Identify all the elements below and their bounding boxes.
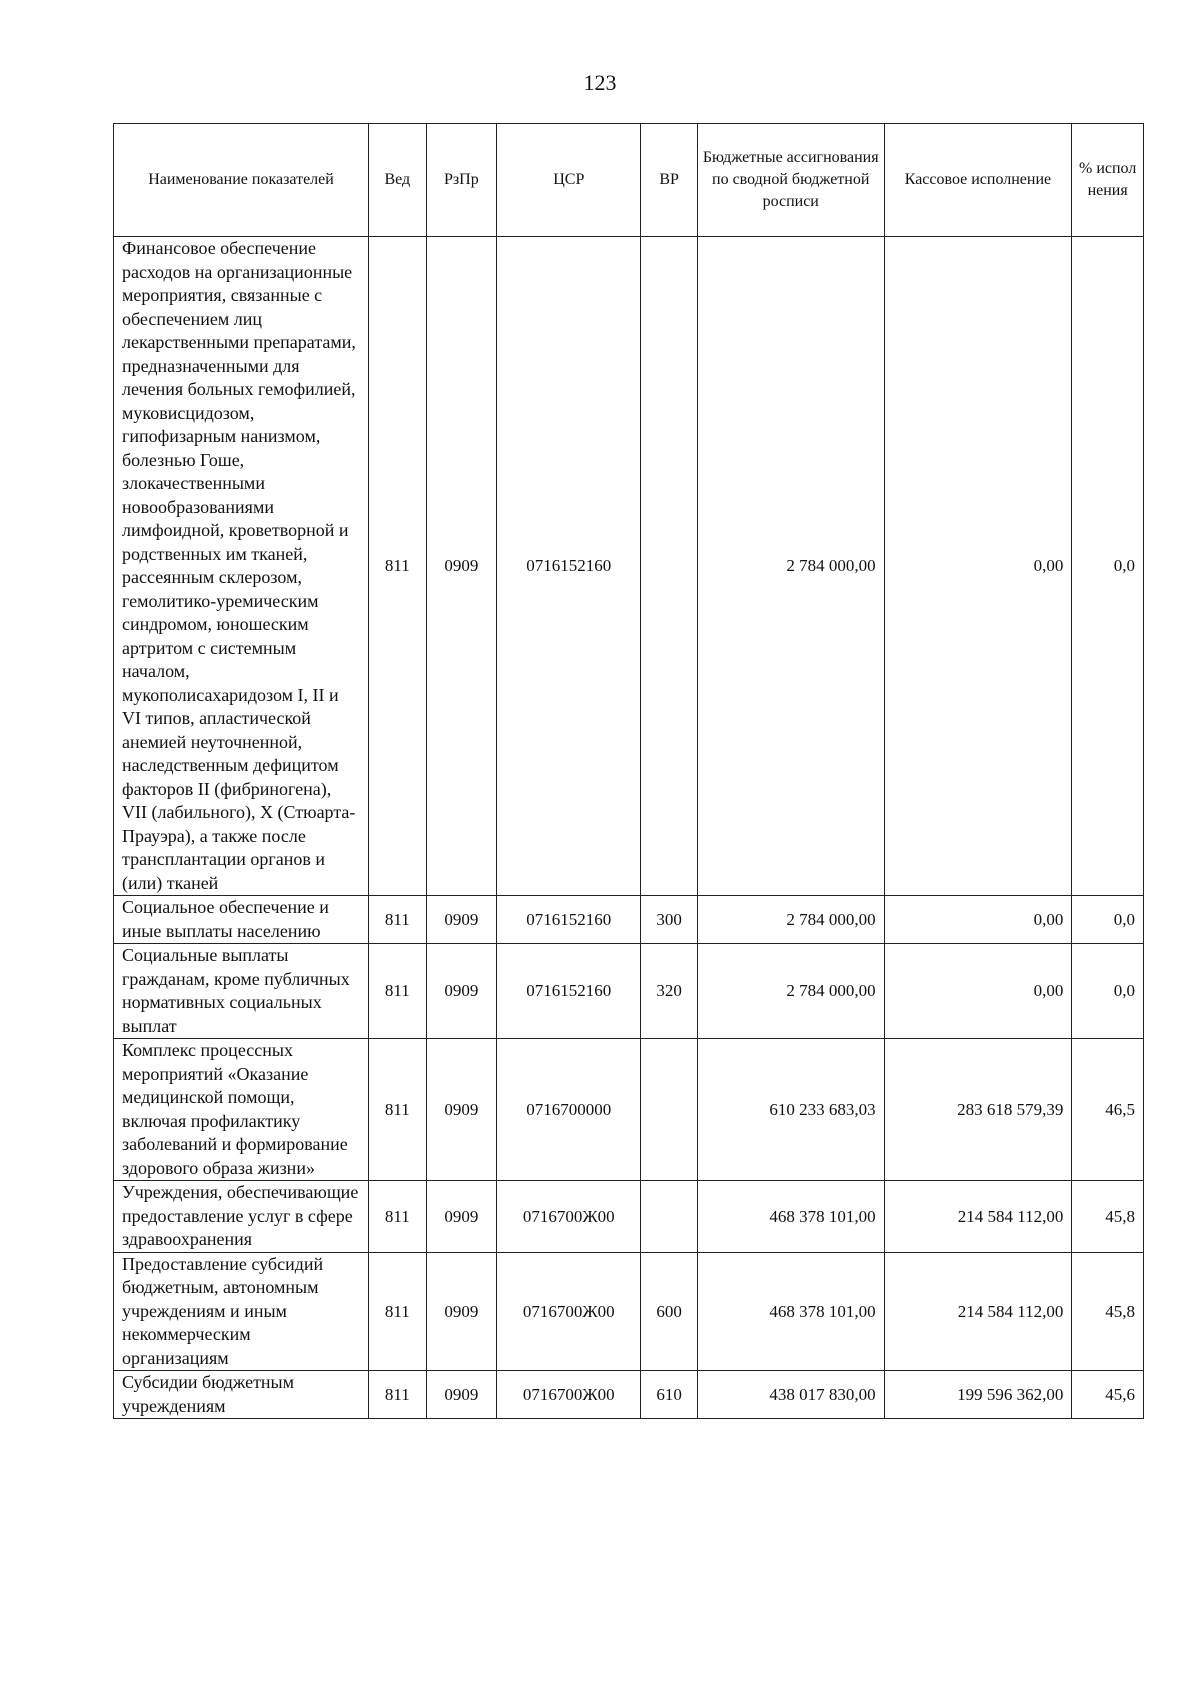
row-cash: 214 584 112,00 <box>884 1252 1072 1371</box>
row-percent: 45,8 <box>1072 1181 1144 1253</box>
row-ved: 811 <box>369 237 427 896</box>
row-rzpr: 0909 <box>426 1181 497 1253</box>
row-name: Комплекс процессных мероприятий «Оказание медицинской помощи, включая профилактику заболеваний и формирование здорового образа жизни» <box>114 1039 369 1181</box>
row-name: Субсидии бюджетным учреждениям <box>114 1371 369 1419</box>
row-ved: 811 <box>369 896 427 944</box>
row-vr: 300 <box>641 896 697 944</box>
row-percent: 45,6 <box>1072 1371 1144 1419</box>
table-row <box>114 1039 1144 1181</box>
header-rzpr: РзПр <box>426 124 497 237</box>
row-rzpr: 0909 <box>426 237 497 896</box>
row-cash: 0,00 <box>884 237 1072 896</box>
header-percent: % испол нения <box>1072 124 1144 237</box>
row-vr: 320 <box>641 944 697 1039</box>
row-csr: 0716700Ж00 <box>497 1181 641 1253</box>
row-budget: 610 233 683,03 <box>697 1039 884 1181</box>
row-rzpr: 0909 <box>426 896 497 944</box>
row-csr: 0716700000 <box>497 1039 641 1181</box>
header-name: Наименование показателей <box>114 124 369 237</box>
row-cash: 0,00 <box>884 896 1072 944</box>
row-budget: 2 784 000,00 <box>697 944 884 1039</box>
row-budget: 2 784 000,00 <box>697 237 884 896</box>
row-vr: 600 <box>641 1252 697 1371</box>
row-ved: 811 <box>369 1252 427 1371</box>
row-ved: 811 <box>369 1039 427 1181</box>
row-csr: 0716152160 <box>497 944 641 1039</box>
row-name: Социальные выплаты гражданам, кроме публичных нормативных социальных выплат <box>114 944 369 1039</box>
row-csr: 0716700Ж00 <box>497 1371 641 1419</box>
row-name: Учреждения, обеспечивающие предоставление услуг в сфере здравоохранения <box>114 1181 369 1253</box>
table-row <box>114 1371 1144 1419</box>
row-name: Предоставление субсидий бюджетным, автономным учреждениям и иным некоммерческим организациям <box>114 1252 369 1371</box>
row-percent: 45,8 <box>1072 1252 1144 1371</box>
row-rzpr: 0909 <box>426 1371 497 1419</box>
budget-table <box>113 123 1144 1419</box>
row-vr <box>641 1181 697 1253</box>
table-row <box>114 1252 1144 1371</box>
row-rzpr: 0909 <box>426 1039 497 1181</box>
row-cash: 283 618 579,39 <box>884 1039 1072 1181</box>
row-cash: 199 596 362,00 <box>884 1371 1072 1419</box>
row-rzpr: 0909 <box>426 1252 497 1371</box>
row-budget: 468 378 101,00 <box>697 1252 884 1371</box>
row-percent: 46,5 <box>1072 1039 1144 1181</box>
header-vr: ВР <box>641 124 697 237</box>
row-percent: 0,0 <box>1072 237 1144 896</box>
row-csr: 0716152160 <box>497 237 641 896</box>
row-ved: 811 <box>369 944 427 1039</box>
table-row <box>114 237 1144 896</box>
row-vr <box>641 1039 697 1181</box>
row-percent: 0,0 <box>1072 896 1144 944</box>
row-percent: 0,0 <box>1072 944 1144 1039</box>
row-rzpr: 0909 <box>426 944 497 1039</box>
row-name: Социальное обеспечение и иные выплаты населению <box>114 896 369 944</box>
header-csr: ЦСР <box>497 124 641 237</box>
table-row <box>114 896 1144 944</box>
row-budget: 438 017 830,00 <box>697 1371 884 1419</box>
row-budget: 468 378 101,00 <box>697 1181 884 1253</box>
row-vr: 610 <box>641 1371 697 1419</box>
row-cash: 214 584 112,00 <box>884 1181 1072 1253</box>
row-cash: 0,00 <box>884 944 1072 1039</box>
table-row <box>114 944 1144 1039</box>
table-header-row <box>114 124 1144 237</box>
page-number: 123 <box>583 70 617 95</box>
row-vr <box>641 237 697 896</box>
row-csr: 0716152160 <box>497 896 641 944</box>
row-name: Финансовое обеспечение расходов на организационные мероприятия, связанные с обеспечением лиц лекарственными препаратами, предназначенными для лечения больных гемофилией, муковисцидозом, гипофизарным нанизмом, болезнью Гоше, злокачественными новообразованиями лимфоидной, кроветворной и родственных им тканей, рассеянным склерозом, гемолитико-уремическим синдромом, юношеским артритом с системным началом, мукополисахаридозом I, II и VI типов, апластической анемией неуточненной, наследственным дефицитом факторов II (фибриногена), VII (лабильного), X (Стюарта-Прауэра), а также после трансплантации органов и (или) тканей <box>114 237 369 896</box>
table-row <box>114 1181 1144 1253</box>
row-ved: 811 <box>369 1371 427 1419</box>
row-csr: 0716700Ж00 <box>497 1252 641 1371</box>
header-budget: Бюджетные ассигнования по сводной бюджетной росписи <box>697 124 884 237</box>
header-cash: Кассовое исполнение <box>884 124 1072 237</box>
row-ved: 811 <box>369 1181 427 1253</box>
header-ved: Вед <box>369 124 427 237</box>
row-budget: 2 784 000,00 <box>697 896 884 944</box>
